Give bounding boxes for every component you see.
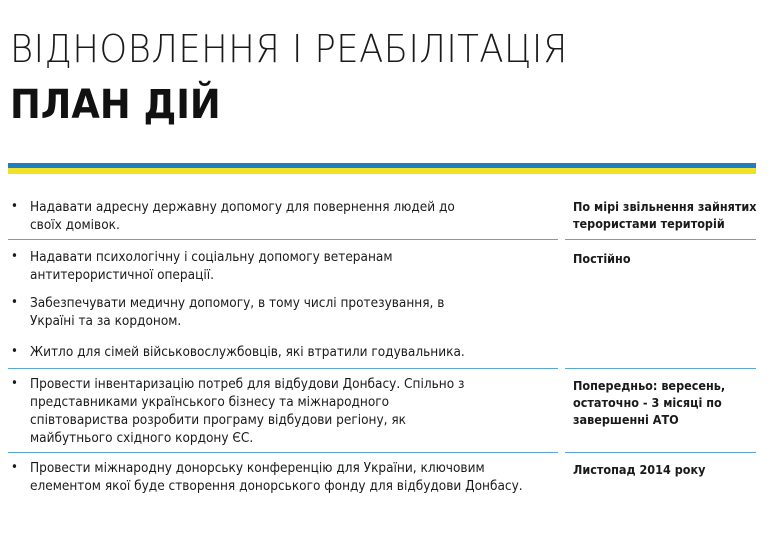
list-item xyxy=(8,198,548,234)
page-subtitle: ПЛАН ДІЙ xyxy=(10,82,221,128)
row-separator xyxy=(8,452,558,453)
timing-label: Листопад 2014 року xyxy=(573,462,706,477)
list-item-text: Житло для сімей військовослужбовців, які втратили годувальника. xyxy=(30,344,465,360)
list-item-text: Провести інвентаризацію потреб для відбудови Донбасу. Спільно з представниками українського бізнесу та міжнародного співтовариства розробити програму відбудови регіону, як майбутнього східного кордону ЄС. xyxy=(30,376,465,446)
row-separator xyxy=(565,239,756,240)
bullet-icon: • xyxy=(11,460,18,475)
list-item-text: Надавати психологічну і соціальну допомогу ветеранам антитерористичної операції. xyxy=(30,249,393,283)
flag-stripe-yellow xyxy=(8,168,756,174)
row-separator xyxy=(565,368,756,369)
list-item-text: Надавати адресну державну допомогу для повернення людей до своїх домівок. xyxy=(30,199,455,233)
bullet-icon: • xyxy=(11,344,18,359)
list-item xyxy=(8,343,548,361)
bullet-icon: • xyxy=(11,376,18,391)
list-item xyxy=(8,375,548,447)
timing-label: По мірі звільнення зайнятих терористами територій xyxy=(573,199,757,231)
bullet-icon: • xyxy=(11,199,18,214)
row-separator xyxy=(8,368,558,369)
row-separator xyxy=(8,239,558,240)
bullet-icon: • xyxy=(11,249,18,264)
timing-label: Попередньо: вересень, остаточно - 3 місяці по завершенні АТО xyxy=(573,378,726,427)
list-item-text: Забезпечувати медичну допомогу, в тому числі протезування, в Україні та за кордоном. xyxy=(30,295,445,329)
bullet-icon: • xyxy=(11,295,18,310)
page-title: ВІДНОВЛЕННЯ І РЕАБІЛІТАЦІЯ xyxy=(10,27,568,71)
list-item-text: Провести міжнародну донорську конференцію для України, ключовим елементом якої буде створення донорського фонду для відбудови Донбасу. xyxy=(30,460,523,494)
list-item xyxy=(8,459,548,495)
list-item xyxy=(8,248,548,284)
timing-label: Постійно xyxy=(573,251,631,266)
list-item xyxy=(8,294,548,330)
row-separator xyxy=(565,452,756,453)
